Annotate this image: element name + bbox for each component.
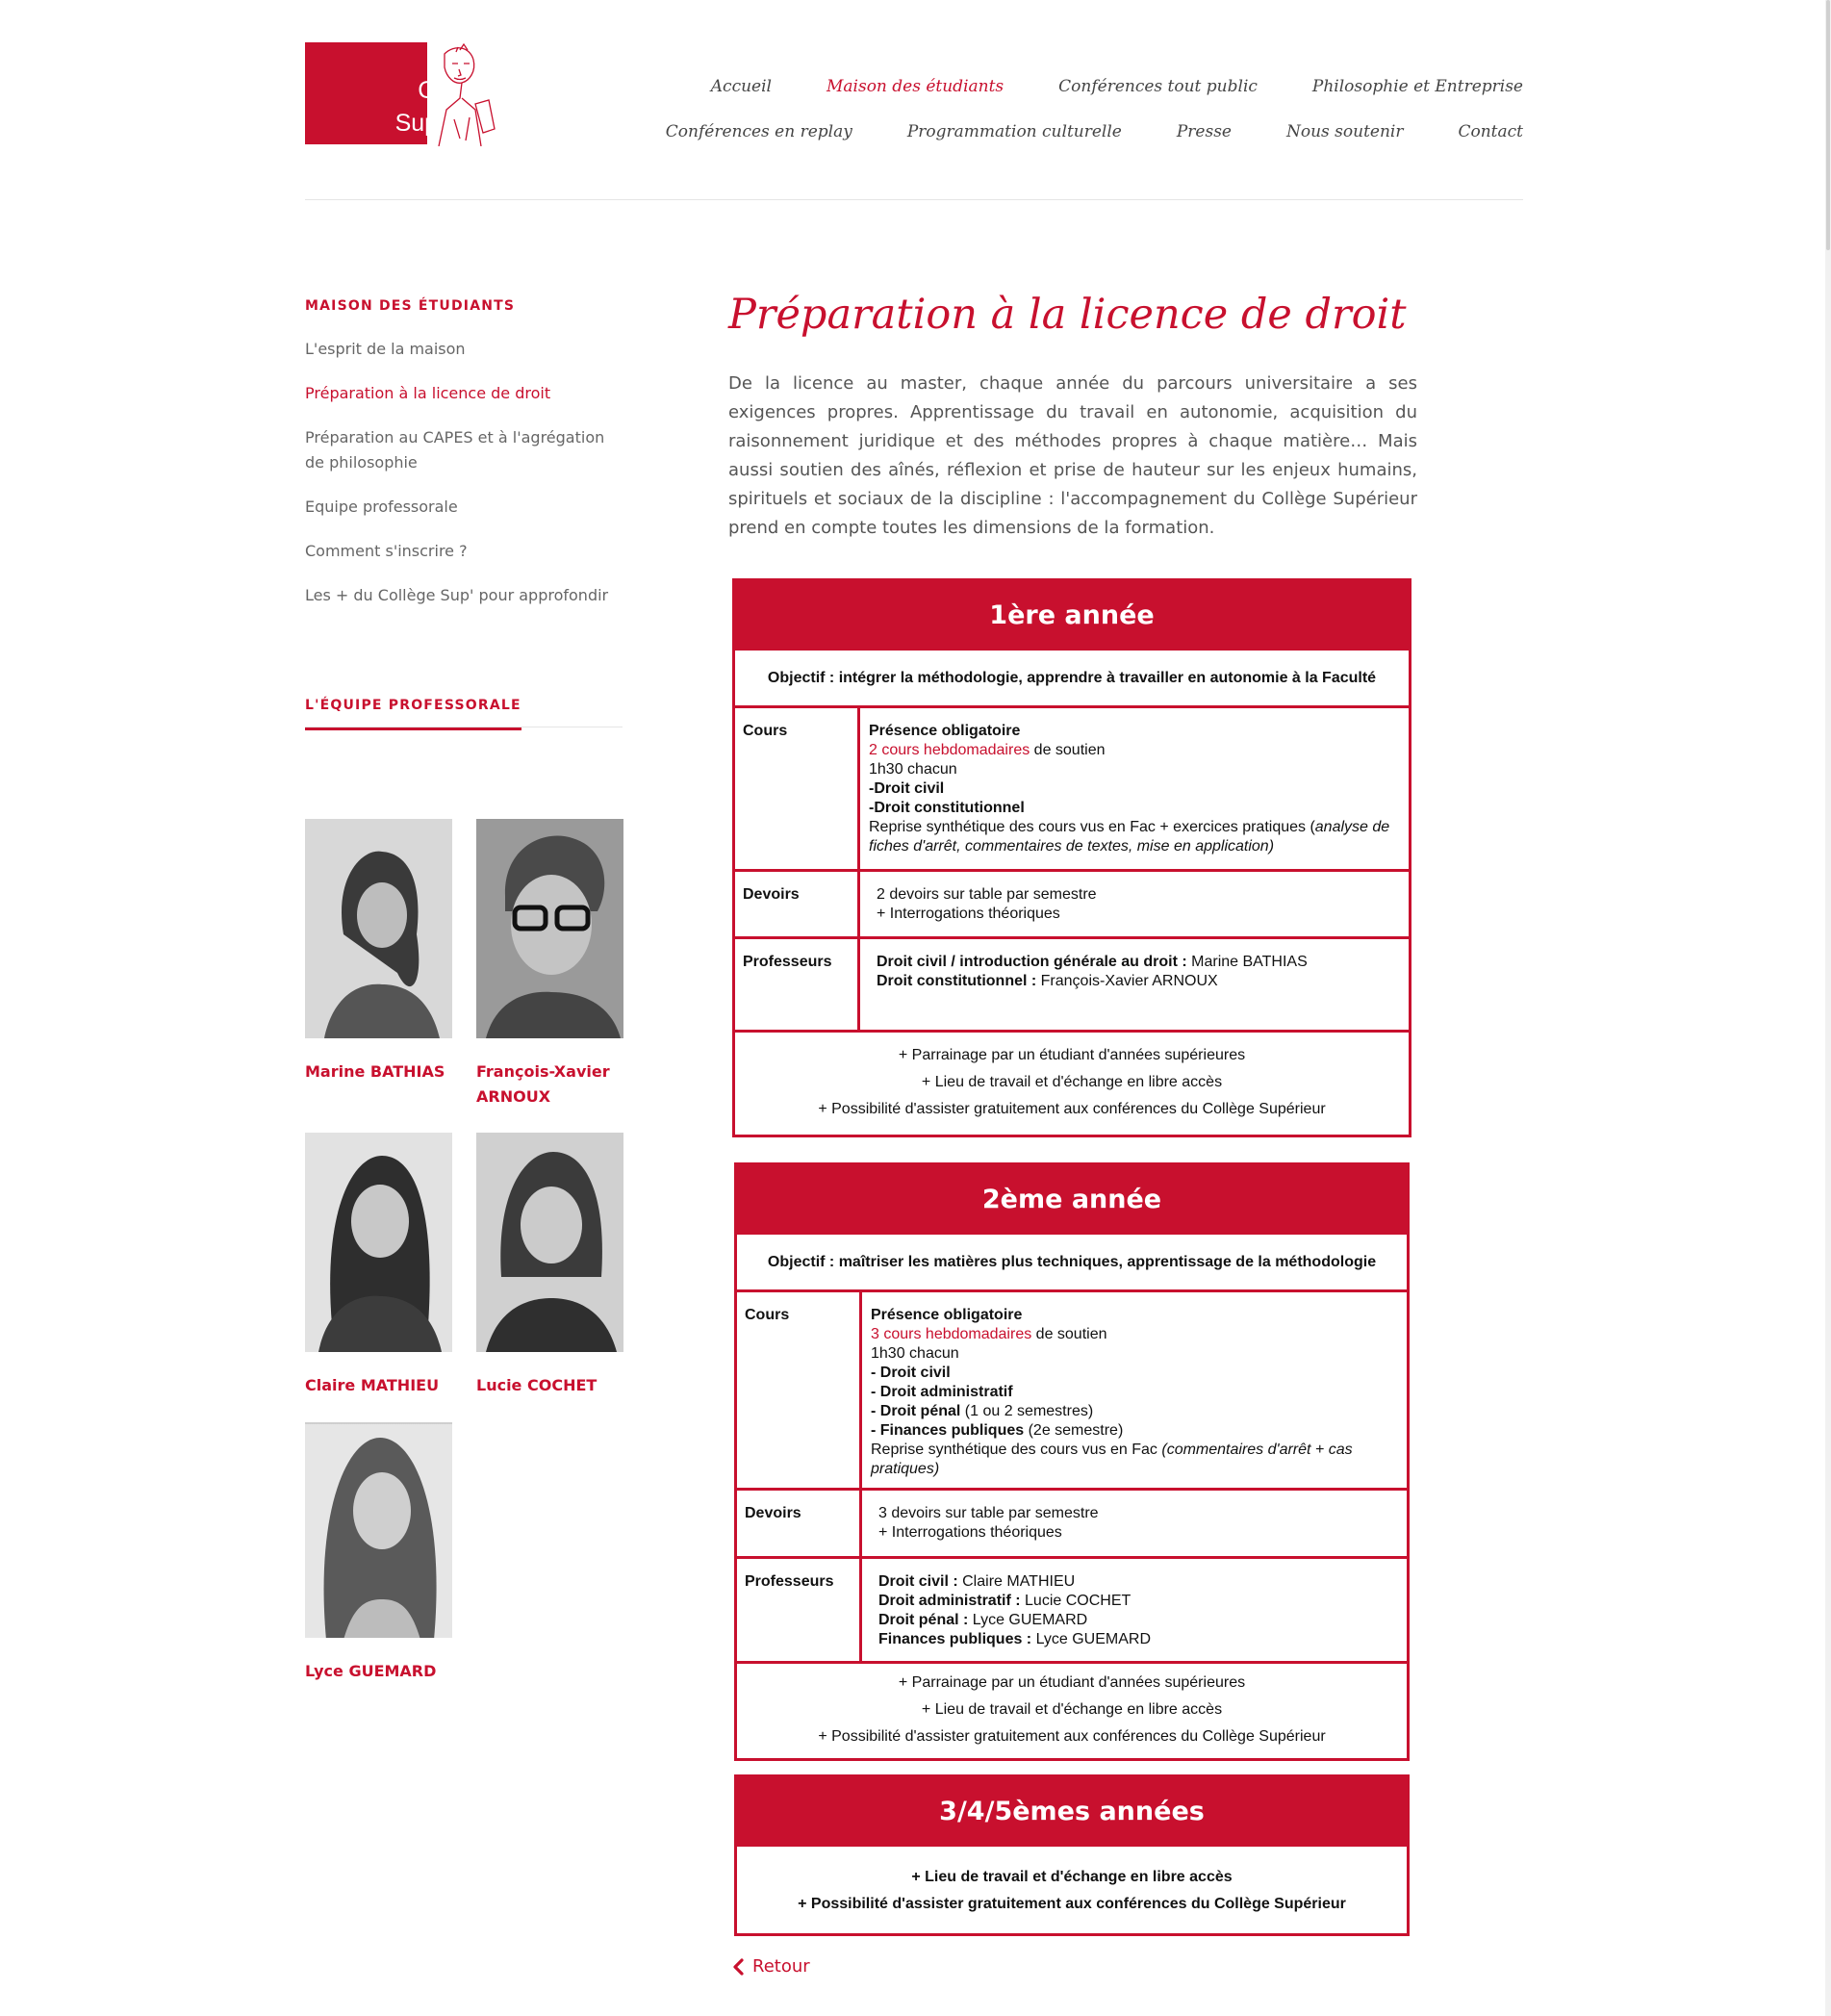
cours-subject: - Droit pénal: [871, 1403, 961, 1419]
sidebar-item-approfondir[interactable]: Les + du Collège Sup' pour approfondir: [305, 586, 609, 604]
prof-name: Claire MATHIEU: [962, 1573, 1076, 1590]
prof-subject: Droit administratif :: [878, 1593, 1026, 1609]
prof-name: Lucie COCHET: [1025, 1593, 1132, 1609]
year-extras: [737, 1664, 1407, 1758]
nav-row-1: [657, 77, 1523, 122]
year-extras: [737, 1847, 1407, 1933]
logo-sketch-icon: [425, 42, 502, 146]
intro-paragraph: De la licence au master, chaque année du parcours universitaire a ses exigences propres. Apprentissage du travail en autonomie, acquisition du raisonnement juridique et des méthodes propres à chaque matière… Mais aussi soutien des aînés, réflexion et prise de hauteur sur les enjeux humains, spirituels et sociaux de la discipline : l'accompagnement du Collège Supérieur prend en compte toutes les dimensions de la formation.: [728, 372, 1417, 538]
sidebar-heading: MAISON DES ÉTUDIANTS: [305, 298, 516, 314]
year-objective: Objectif : maîtriser les matières plus techniques, apprentissage de la méthodologie: [737, 1235, 1407, 1292]
year-extras: [735, 1033, 1409, 1135]
sidebar-item-licence-droit[interactable]: Préparation à la licence de droit: [305, 384, 551, 402]
row-cours: [735, 708, 1409, 872]
cours-subject: - Finances publiques: [871, 1422, 1025, 1439]
row-professeurs: [735, 939, 1409, 1033]
team-heading-bar: [305, 695, 623, 727]
person-photo[interactable]: [476, 819, 623, 1038]
devoirs-line: 3 devoirs sur table par semestre: [878, 1505, 1099, 1521]
prof-name: Marine BATHIAS: [1191, 954, 1308, 970]
person-photo[interactable]: [305, 819, 452, 1038]
extra-line: + Parrainage par un étudiant d'années supérieures: [898, 1674, 1246, 1691]
year-2-card: [734, 1162, 1410, 1761]
cours-subject-detail: (2e semestre): [1024, 1422, 1124, 1439]
row-content: [862, 1292, 1407, 1488]
row-label: Professeurs: [737, 1559, 862, 1661]
cours-subject: - Droit civil: [871, 1365, 951, 1381]
page-scrollbar[interactable]: [1825, 0, 1831, 2016]
cours-presence: Présence obligatoire: [869, 723, 1021, 739]
cours-subject: -Droit constitutionnel: [869, 800, 1025, 816]
prof-subject: Droit civil / introduction générale au droit :: [877, 954, 1192, 970]
cours-subject: -Droit civil: [869, 780, 945, 797]
year-title: 2ème année: [737, 1165, 1407, 1235]
person-name[interactable]: Lucie COCHET: [476, 1376, 598, 1394]
prof-subject: Finances publiques :: [878, 1631, 1036, 1647]
row-label: Professeurs: [735, 939, 860, 1030]
cours-reprise-detail: (commentaires d'arrêt + cas pratiques): [871, 1442, 1353, 1477]
team-member[interactable]: [476, 1133, 623, 1398]
person-name[interactable]: François-Xavier ARNOUX: [476, 1062, 610, 1106]
devoirs-line: + Interrogations théoriques: [877, 906, 1060, 922]
sidebar: [305, 298, 623, 1680]
person-name[interactable]: Lyce GUEMARD: [305, 1662, 437, 1680]
extra-line: + Lieu de travail et d'échange en libre accès: [921, 1701, 1223, 1718]
team-member[interactable]: [305, 819, 452, 1085]
scrollbar-thumb[interactable]: [1826, 0, 1830, 250]
row-label: Cours: [735, 708, 860, 869]
prof-name: Lyce GUEMARD: [972, 1612, 1088, 1628]
site-logo[interactable]: [305, 42, 507, 146]
sidebar-item-inscrire[interactable]: Comment s'inscrire ?: [305, 542, 468, 560]
retour-label: Retour: [752, 1956, 810, 1977]
team-member[interactable]: [305, 1422, 452, 1684]
devoirs-line: + Interrogations théoriques: [878, 1524, 1062, 1541]
sidebar-item-equipe[interactable]: Equipe professorale: [305, 498, 458, 516]
team-member[interactable]: [476, 819, 623, 1110]
nav-row-2: [657, 122, 1523, 167]
prof-name: Lyce GUEMARD: [1035, 1631, 1152, 1647]
person-name[interactable]: Claire MATHIEU: [305, 1376, 440, 1394]
logo-line-3: Supérieur: [394, 110, 499, 137]
row-label: Devoirs: [737, 1491, 862, 1556]
nav-maison-des-etudiants[interactable]: Maison des étudiants: [826, 77, 1005, 96]
nav-programmation-culturelle[interactable]: Programmation culturelle: [906, 122, 1122, 141]
sidebar-menu: [305, 337, 623, 608]
nav-conferences-en-replay[interactable]: Conférences en replay: [665, 122, 852, 141]
row-content: [862, 1559, 1407, 1661]
cours-reprise-detail: analyse de fiches d'arrêt, commentaires de textes, mise en application): [869, 819, 1390, 855]
cours-count-suffix: de soutien: [1031, 1326, 1107, 1342]
person-photo[interactable]: [305, 1133, 452, 1352]
row-content: [860, 939, 1409, 1030]
prof-subject: Droit constitutionnel :: [877, 973, 1041, 989]
retour-link[interactable]: [731, 1956, 810, 1977]
prof-subject: Droit pénal :: [878, 1612, 973, 1628]
row-devoirs: [735, 872, 1409, 939]
year-title: 1ère année: [735, 581, 1409, 651]
person-photo[interactable]: [476, 1133, 623, 1352]
row-professeurs: [737, 1559, 1407, 1664]
team-heading: L'ÉQUIPE PROFESSORALE: [305, 698, 521, 730]
row-cours: [737, 1292, 1407, 1491]
person-name[interactable]: Marine BATHIAS: [305, 1062, 445, 1081]
cours-presence: Présence obligatoire: [871, 1307, 1023, 1323]
nav-accueil[interactable]: Accueil: [710, 77, 772, 96]
logo-line-2: Collège: [418, 77, 499, 104]
extra-line: + Possibilité d'assister gratuitement aux conférences du Collège Supérieur: [798, 1896, 1346, 1912]
extra-line: + Possibilité d'assister gratuitement aux conférences du Collège Supérieur: [818, 1101, 1326, 1117]
cours-reprise: Reprise synthétique des cours vus en Fac + exercices pratiques (: [869, 819, 1315, 835]
main-nav: [657, 77, 1523, 167]
chevron-left-icon: [731, 1958, 745, 1976]
devoirs-line: 2 devoirs sur table par semestre: [877, 886, 1097, 903]
extra-line: + Parrainage par un étudiant d'années supérieures: [898, 1047, 1246, 1063]
main-content: [728, 289, 1417, 1912]
cours-count-suffix: de soutien: [1030, 742, 1106, 758]
row-content: [860, 708, 1409, 869]
cours-duration: 1h30 chacun: [871, 1345, 959, 1362]
row-label: Devoirs: [735, 872, 860, 936]
prof-subject: Droit civil :: [878, 1573, 963, 1590]
row-label: Cours: [737, 1292, 862, 1488]
row-devoirs: [737, 1491, 1407, 1559]
nav-presse[interactable]: Presse: [1176, 122, 1232, 141]
extra-line: + Possibilité d'assister gratuitement aux conférences du Collège Supérieur: [818, 1728, 1326, 1745]
year-3-5-card: [734, 1774, 1410, 1936]
row-content: [860, 872, 1409, 936]
cours-count: 2 cours hebdomadaires: [869, 742, 1030, 758]
row-content: [862, 1491, 1407, 1556]
year-1-card: [732, 578, 1411, 1137]
nav-conferences-tout-public[interactable]: Conférences tout public: [1058, 77, 1258, 96]
cours-subject: - Droit administratif: [871, 1384, 1013, 1400]
site-header: [305, 42, 1523, 200]
year-title: 3/4/5èmes années: [737, 1777, 1407, 1847]
page-title: Préparation à la licence de droit: [728, 291, 1407, 339]
sidebar-item-capes[interactable]: Préparation au CAPES et à l'agrégation de philosophie: [305, 428, 605, 472]
nav-nous-soutenir[interactable]: Nous soutenir: [1285, 122, 1404, 141]
year-objective: Objectif : intégrer la méthodologie, apprendre à travailler en autonomie à la Faculté: [735, 651, 1409, 708]
extra-line: + Lieu de travail et d'échange en libre accès: [911, 1869, 1233, 1885]
cours-reprise: Reprise synthétique des cours vus en Fac: [871, 1442, 1162, 1458]
nav-contact[interactable]: Contact: [1458, 122, 1523, 141]
team-member[interactable]: [305, 1133, 452, 1398]
extra-line: + Lieu de travail et d'échange en libre accès: [921, 1074, 1223, 1090]
cours-duration: 1h30 chacun: [869, 761, 957, 778]
sidebar-item-esprit[interactable]: L'esprit de la maison: [305, 340, 466, 358]
logo-line-1: Le: [472, 44, 499, 71]
nav-philosophie-et-entreprise[interactable]: Philosophie et Entreprise: [1311, 77, 1523, 96]
cours-count: 3 cours hebdomadaires: [871, 1326, 1032, 1342]
cours-subject-detail: (1 ou 2 semestres): [960, 1403, 1094, 1419]
prof-name: François-Xavier ARNOUX: [1040, 973, 1218, 989]
person-photo[interactable]: [305, 1422, 452, 1638]
